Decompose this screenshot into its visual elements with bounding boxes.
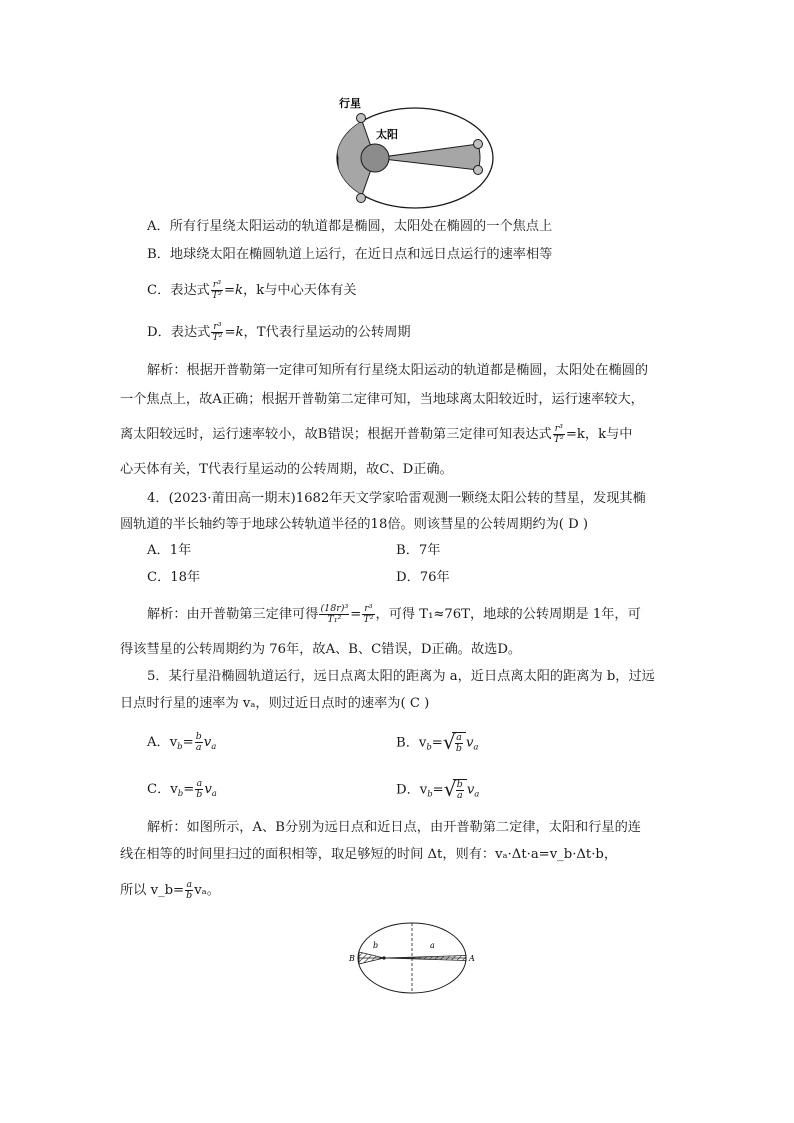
- subscript: b: [177, 789, 184, 799]
- fraction-num: a: [456, 732, 462, 743]
- subscript: b: [177, 742, 183, 752]
- fraction-num: b: [195, 731, 202, 742]
- hatched-area-a: [384, 956, 466, 961]
- fraction-num: a: [196, 778, 203, 789]
- q3-option-d: [147, 322, 411, 343]
- sqrt: [444, 779, 467, 801]
- q3-option-c-prefix: C．表达式: [147, 283, 210, 298]
- fraction-num: r³: [213, 321, 222, 332]
- q5-option-c: [147, 779, 217, 803]
- planet-dot: [474, 166, 483, 175]
- fraction-den: T²: [553, 434, 564, 445]
- sqrt: [443, 732, 466, 754]
- label-B: B: [349, 954, 355, 963]
- q3-option-d-suffix: ，T代表行星运动的公转周期: [243, 325, 411, 340]
- fraction-den: a: [195, 742, 202, 753]
- fraction: [211, 280, 223, 301]
- q3-analysis-line3-suffix: =k，k与中: [565, 427, 633, 442]
- eq-k: =k: [224, 325, 244, 340]
- fraction: [195, 779, 203, 800]
- q5-option-a: [147, 732, 216, 756]
- fraction-num: r³: [554, 423, 563, 434]
- planet-dot: [357, 194, 366, 203]
- q5-stem-line1: 5．某行星沿椭圆轨道运行，远日点离太阳的距离为 a，近日点离太阳的距离为 b，过远: [147, 669, 655, 684]
- fraction: [456, 780, 464, 801]
- fraction-num: r³: [364, 603, 373, 614]
- q3-option-d-prefix: D．表达式: [147, 325, 211, 340]
- kepler-orbit-figure: [330, 92, 500, 212]
- equals-sign: =: [431, 735, 443, 751]
- variable-v: v: [203, 735, 212, 750]
- q5-analysis-line1: 解析：如图所示，A、B分别为远日点和近日点，由开普勒第二定律，太阳和行星的连: [147, 820, 641, 835]
- fraction-den: a: [456, 790, 463, 801]
- eq-k: =k: [224, 283, 244, 298]
- option-prefix: C．v: [147, 782, 178, 797]
- fraction-den: b: [186, 890, 193, 901]
- swept-area-right: [375, 144, 480, 170]
- fraction-den: T²: [212, 332, 223, 343]
- q5-stem-line2: 日点时行星的速率为 vₐ，则过近日点时的速率为( C ): [120, 696, 430, 711]
- sun-dot: [382, 956, 385, 959]
- q4-option-c: C．18年: [147, 570, 201, 585]
- fraction-num: r³: [212, 279, 222, 290]
- q4-analysis-prefix: 解析：由开普勒第三定律可得: [147, 607, 319, 622]
- q3-option-a: A．所有行星绕太阳运动的轨道都是椭圆，太阳处在椭圆的一个焦点上: [147, 219, 553, 234]
- fraction-den: T₁²: [327, 614, 342, 625]
- q4-stem-line2: 圆轨道的半长轴约等于地球公转轨道半径的18倍。则该彗星的公转周期约为( D ): [120, 517, 589, 532]
- hatched-area-b: [359, 952, 384, 964]
- equals-sign: =: [183, 782, 195, 797]
- equals-sign: =: [182, 735, 194, 750]
- q4-option-b: B．7年: [396, 543, 441, 558]
- fraction: [319, 604, 349, 625]
- fraction: [553, 424, 565, 445]
- fraction-num: (18r)³: [320, 603, 349, 614]
- sqrt-sign-icon: √: [442, 730, 456, 754]
- equals-sign: =: [432, 782, 444, 798]
- q5-option-d: [396, 779, 479, 804]
- q4-option-a: A．1年: [147, 543, 192, 558]
- q5-analysis-line3: [120, 880, 220, 901]
- q4-analysis-suffix: ，可得 T₁≈76T，地球的公转周期是 1年，可: [375, 607, 641, 622]
- label-b: b: [373, 941, 379, 950]
- label-A: A: [469, 954, 475, 963]
- equals-sign: =: [350, 607, 362, 622]
- option-prefix: A．v: [147, 735, 178, 750]
- q3-analysis-line3: [120, 424, 632, 445]
- q3-option-c: [147, 280, 357, 301]
- sqrt-sign-icon: √: [443, 777, 457, 801]
- q3-analysis-line4: 心天体有关，T代表行星运动的公转周期，故C、D正确。: [120, 462, 453, 477]
- variable-v: v: [204, 782, 212, 797]
- q3-analysis-line3-prefix: 离太阳较远时，运行速率较小，故B错误；根据开普勒第三定律可知表达式: [120, 427, 552, 442]
- subscript: a: [211, 789, 217, 799]
- fraction: [195, 732, 203, 753]
- subscript: b: [427, 789, 433, 800]
- subscript: a: [473, 742, 479, 753]
- q5-analysis-line3-prefix: 所以 v_b=: [120, 883, 185, 898]
- subscript: a: [474, 789, 480, 800]
- q4-analysis-line2: 得该彗星的公转周期约为 76年，故A、B、C错误，D正确。故选D。: [120, 642, 522, 657]
- fraction-den: b: [196, 789, 203, 800]
- subscript: b: [426, 742, 432, 753]
- fraction: [455, 733, 463, 754]
- q3-option-b: B．地球绕太阳在椭圆轨道上运行，在近日点和远日点运行的速率相等: [147, 247, 553, 262]
- fraction-num: b: [456, 779, 463, 790]
- fraction-den: b: [455, 743, 462, 754]
- planet-label: 行星: [339, 97, 361, 110]
- variable-v: v: [466, 782, 475, 798]
- q3-option-c-suffix: ，k与中心天体有关: [243, 283, 357, 298]
- q5-option-b: [396, 732, 478, 757]
- q4-analysis-line1: [147, 604, 641, 625]
- fraction: [185, 880, 193, 901]
- fraction-num: a: [186, 879, 192, 890]
- fraction: [362, 604, 374, 625]
- sun-label: 太阳: [376, 128, 398, 141]
- option-prefix: D．v: [396, 782, 428, 798]
- option-prefix: B．v: [396, 735, 427, 751]
- fraction-den: T²: [211, 290, 222, 301]
- q5-analysis-line2: 线在相等的时间里扫过的面积相等，取足够短的时间 Δt，则有：vₐ·Δt·a=v_b·Δt·b，: [120, 847, 618, 862]
- fraction: [211, 322, 223, 343]
- swept-area-figure: [346, 918, 482, 998]
- fraction-den: T²: [363, 614, 374, 625]
- q3-analysis-line2: 一个焦点上，故A正确；根据开普勒第二定律可知，当地球离太阳较近时，运行速率较大，: [120, 392, 644, 407]
- sun-circle: [361, 144, 389, 172]
- label-a: a: [430, 941, 435, 950]
- q4-option-d: D．76年: [396, 570, 450, 585]
- planet-dot: [474, 140, 483, 149]
- q5-analysis-line3-suffix: vₐ。: [194, 883, 220, 898]
- variable-v: v: [465, 735, 474, 751]
- subscript: a: [211, 742, 217, 752]
- q3-analysis-line1: 解析：根据开普勒第一定律可知所有行星绕太阳运动的轨道都是椭圆，太阳处在椭圆的: [147, 363, 649, 378]
- planet-dot: [357, 114, 366, 123]
- q4-stem-line1: 4．(2023·莆田高一期末)1682年天文学家哈雷观测一颗绕太阳公转的彗星，发现其椭: [147, 491, 646, 506]
